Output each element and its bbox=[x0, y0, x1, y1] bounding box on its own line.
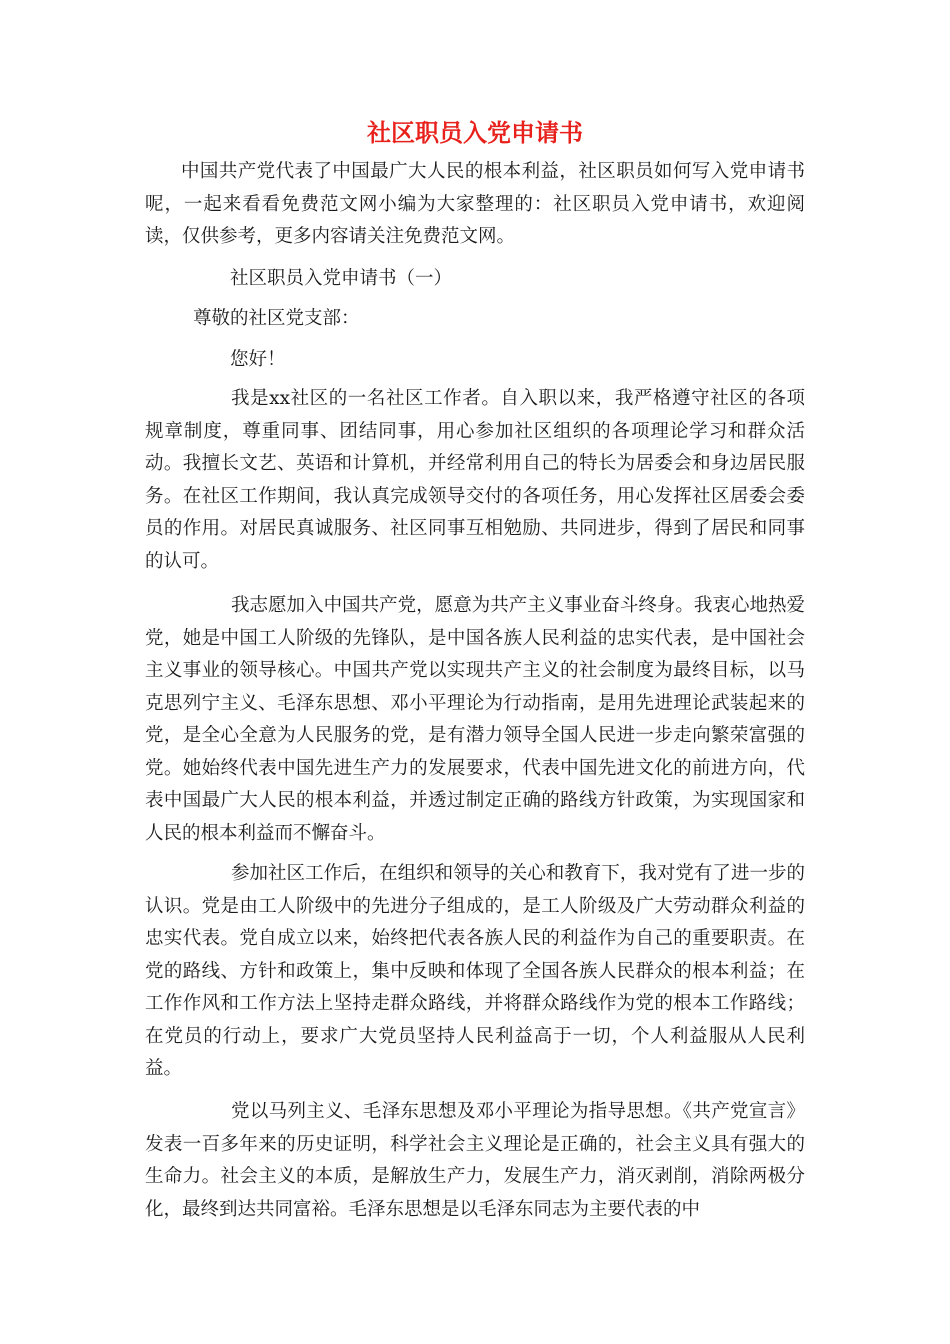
body-paragraph: 我是xx社区的一名社区工作者。自入职以来，我严格遵守社区的各项规章制度，尊重同事、团结同事，用心参加社区组织的各项理论学习和群众活动。我擅长文艺、英语和计算机，并经常利用自己的特长为居委会和身边居民服务。在社区工作期间，我认真完成领导交付的各项任务，用心发挥社区居委会委员的作用。对居民真诚服务、社区同事互相勉励、共同进步，得到了居民和同事的认可。 bbox=[145, 388, 805, 572]
letter-greeting: 您好！ bbox=[230, 349, 286, 370]
letter-salutation: 尊敬的社区党支部： bbox=[193, 308, 360, 329]
intro-paragraph: 中国共产党代表了中国最广大人民的根本利益，社区职员如何写入党申请书呢，一起来看看免费范文网小编为大家整理的：社区职员入党申请书，欢迎阅读，仅供参考，更多内容请关注免费范文网。 bbox=[145, 161, 805, 247]
body-paragraph: 党以马列主义、毛泽东思想及邓小平理论为指导思想。《共产党宣言》发表一百多年来的历史证明，科学社会主义理论是正确的，社会主义具有强大的生命力。社会主义的本质，是解放生产力，发展生产力，消灭剥削，消除两极分化，最终到达共同富裕。毛泽东思想是以毛泽东同志为主要代表的中 bbox=[145, 1101, 805, 1220]
body-paragraph: 参加社区工作后，在组织和领导的关心和教育下，我对党有了进一步的认识。党是由工人阶级中的先进分子组成的，是工人阶级及广大劳动群众利益的忠实代表。党自成立以来，始终把代表各族人民的利益作为自己的重要职责。在党的路线、方针和政策上，集中反映和体现了全国各族人民群众的根本利益；在工作作风和工作方法上坚持走群众路线，并将群众路线作为党的根本工作路线；在党员的行动上，要求广大党员坚持人民利益高于一切，个人利益服从人民利益。 bbox=[145, 863, 805, 1079]
document-title: 社区职员入党申请书 bbox=[367, 119, 583, 147]
letter-subheading: 社区职员入党申请书（一） bbox=[230, 268, 453, 289]
body-paragraph: 我志愿加入中国共产党，愿意为共产主义事业奋斗终身。我衷心地热爱党，她是中国工人阶级的先锋队，是中国各族人民利益的忠实代表，是中国社会主义事业的领导核心。中国共产党以实现共产主义的社会制度为最终目标，以马克思列宁主义、毛泽东思想、邓小平理论为行动指南，是用先进理论武装起来的党，是全心全意为人民服务的党，是有潜力领导全国人民进一步走向繁荣富强的党。她始终代表中国先进生产力的发展要求，代表中国先进文化的前进方向，代表中国最广大人民的根本利益，并透过制定正确的路线方针政策，为实现国家和人民的根本利益而不懈奋斗。 bbox=[145, 595, 805, 844]
